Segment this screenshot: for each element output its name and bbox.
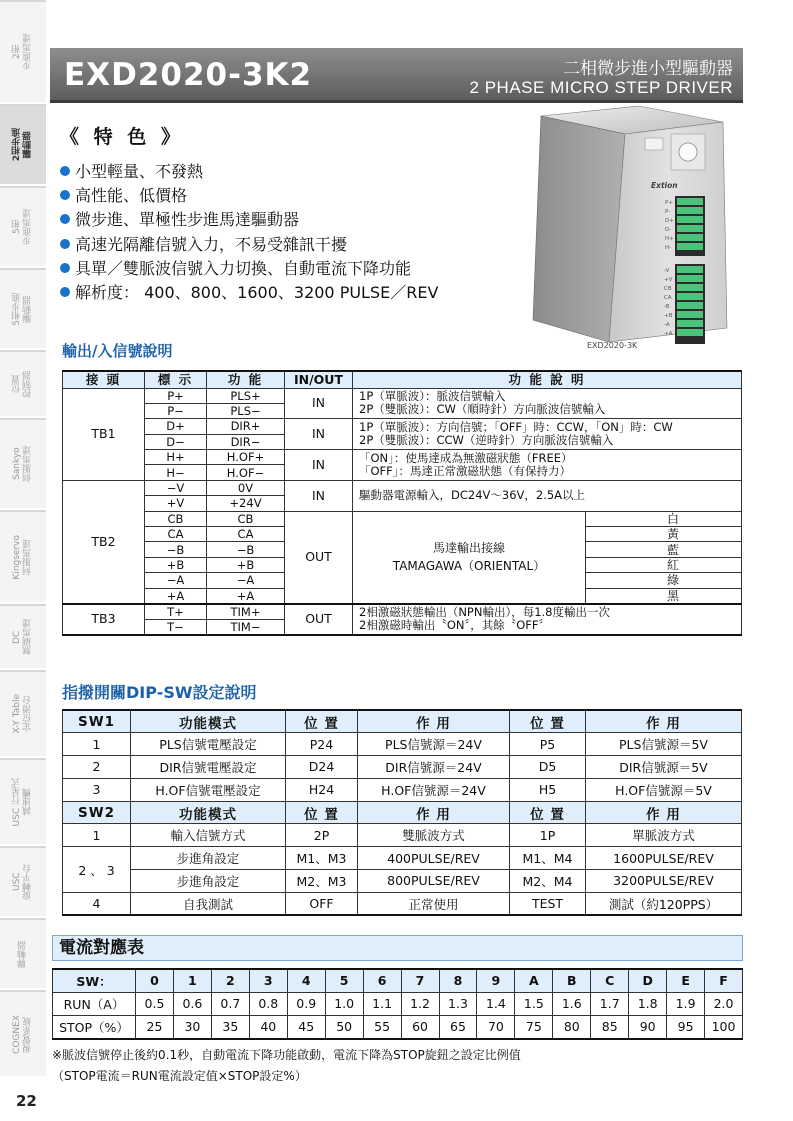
table-cell: H.OF信號源＝5V [586, 778, 742, 801]
table-cell: M1、M3 [286, 847, 358, 870]
table-cell: OFF [286, 892, 358, 915]
terminal-label: CB [664, 286, 672, 292]
side-tab-2phase-motor[interactable] [0, 0, 46, 102]
side-tab-position-controller[interactable] [0, 350, 46, 416]
side-tab-label: Kingservo 伺服馬達 [12, 534, 33, 580]
stop-row [53, 1016, 743, 1039]
bullet-icon [60, 287, 70, 297]
table-row [63, 511, 742, 526]
table-cell: PLS信號源＝24V [358, 733, 510, 756]
side-tab-label: 位置 控制器 [12, 370, 33, 398]
table-row [63, 824, 742, 847]
sw-row [53, 969, 743, 992]
inout-cell: IN [285, 388, 353, 419]
row-label: RUN（A） [53, 992, 136, 1015]
stop-value-cell: 50 [325, 1016, 363, 1039]
function-cell: TIM− [207, 619, 285, 635]
terminal-label: P- [665, 209, 671, 215]
table-cell: 2P [286, 824, 358, 847]
feature-item [60, 184, 438, 208]
terminal-label: -A [664, 322, 670, 328]
sw-value-cell: A [515, 969, 553, 992]
table-cell: 4 [63, 892, 131, 915]
side-tab-cognex-vision[interactable] [0, 990, 46, 1076]
run-value-cell: 1.0 [325, 992, 363, 1015]
table-cell: M1、M4 [510, 847, 586, 870]
table-cell: DIR信號電壓設定 [131, 756, 286, 779]
function-cell: H.OF− [207, 465, 285, 480]
sw-value-cell: 0 [136, 969, 174, 992]
sw-value-cell: 1 [173, 969, 211, 992]
col-header-function: 功 能 [207, 371, 285, 388]
table-cell: 雙脈波方式 [358, 824, 510, 847]
table-row [63, 870, 742, 893]
mark-cell: P+ [145, 388, 207, 403]
table-header-row [63, 801, 742, 824]
table-cell: 1 [63, 733, 131, 756]
stop-value-cell: 55 [363, 1016, 401, 1039]
mark-cell: −A [145, 573, 207, 588]
mark-cell: −V [145, 480, 207, 495]
header-cell: SW2 [63, 801, 131, 824]
table-row [63, 480, 742, 495]
subtitle-english: 2 PHASE MICRO STEP DRIVER [469, 78, 733, 97]
feature-item [60, 233, 438, 257]
wire-color-cell: 綠 [586, 573, 742, 588]
run-value-cell: 0.6 [173, 992, 211, 1015]
run-value-cell: 1.4 [477, 992, 515, 1015]
table-cell: PLS信號源＝5V [586, 733, 742, 756]
bullet-icon [60, 214, 70, 224]
table-cell: 步進角設定 [131, 847, 286, 870]
table-cell: H5 [510, 778, 586, 801]
sw-value-cell: 7 [401, 969, 439, 992]
run-value-cell: 1.5 [515, 992, 553, 1015]
side-tab-label: 5相 步進馬達 [12, 209, 33, 245]
description-line: 2相激磁時輸出〝ON〞，其餘〝OFF〞 [359, 618, 551, 633]
terminal-label: -V [664, 268, 670, 274]
mark-cell: −B [145, 542, 207, 557]
feature-item [60, 257, 438, 281]
table-cell: M2、M3 [286, 870, 358, 893]
function-cell: DIR+ [207, 419, 285, 434]
bullet-icon [60, 190, 70, 200]
side-tab-label: 2相步進 驅動器 [12, 128, 33, 162]
header-cell: 作 用 [586, 710, 742, 733]
col-header-description: 功 能 說 明 [353, 371, 742, 388]
terminal-label: -B [664, 304, 670, 310]
table-cell: 400PULSE/REV [358, 847, 510, 870]
side-tab-dc-brushless[interactable] [0, 604, 46, 668]
feature-item [60, 281, 438, 305]
function-cell: +A [207, 588, 285, 604]
sw-value-cell: B [553, 969, 591, 992]
terminal-label: +A [664, 331, 673, 337]
function-cell: −A [207, 573, 285, 588]
stop-value-cell: 85 [591, 1016, 629, 1039]
stop-value-cell: 95 [667, 1016, 705, 1039]
terminal-label: D- [665, 227, 672, 233]
current-section-heading: 電流對應表 [52, 935, 743, 961]
bullet-icon [60, 166, 70, 176]
product-model-label: EXD2020-3K [587, 341, 638, 349]
stop-value-cell: 45 [287, 1016, 325, 1039]
mark-cell: CA [145, 527, 207, 542]
table-cell: 2 [63, 756, 131, 779]
table-cell: PLS信號電壓設定 [131, 733, 286, 756]
side-tab-label: USC 行星式 減速機 [12, 777, 33, 827]
col-header-connector: 接 頭 [63, 371, 145, 388]
feature-text: 解析度： 400、800、1600、3200 PULSE／REV [75, 282, 439, 302]
table-header-row [63, 371, 742, 388]
table-row [63, 733, 742, 756]
description-cell [353, 450, 742, 481]
description-cell [353, 388, 742, 419]
terminal-label: CA [664, 295, 672, 301]
header-cell: 作 用 [358, 801, 510, 824]
row-label: STOP（%） [53, 1016, 136, 1039]
table-cell: 3 [63, 778, 131, 801]
table-cell: DIR信號源＝5V [586, 756, 742, 779]
function-cell: PLS− [207, 403, 285, 418]
description-line: 1P（單脈波）：方向信號；「OFF」時：CCW，「ON」時：CW [359, 420, 673, 435]
description-line: 馬達輸出接線 [432, 541, 505, 556]
side-tab-usc-rotary[interactable] [0, 846, 46, 916]
description-line: TAMAGAWA（ORIENTAL） [392, 559, 546, 574]
bullet-icon [60, 239, 70, 249]
description-cell: 驅動器電源輸入，DC24V～36V，2.5A以上 [353, 480, 742, 511]
description-line: 2P（雙脈波）：CW（順時針）方向脈波信號輸入 [359, 402, 606, 417]
description-line: 「ON」：使馬達成為無激磁狀態（FREE） [359, 450, 573, 465]
description-cell [353, 419, 742, 450]
sw-value-cell: 8 [439, 969, 477, 992]
side-tab-usc-reducer[interactable] [0, 758, 46, 844]
function-cell: H.OF+ [207, 450, 285, 465]
table-cell: H.OF信號源＝24V [358, 778, 510, 801]
mark-cell: T− [145, 619, 207, 635]
table-cell: 自我測試 [131, 892, 286, 915]
description-line: 2P（雙脈波）：CCW（逆時針）方向脈波信號輸入 [359, 433, 614, 448]
side-tab-label: 2相 步進馬達 [12, 34, 33, 70]
header-cell: 位 置 [510, 710, 586, 733]
function-cell: PLS+ [207, 388, 285, 403]
feature-text: 高速光隔離信號入力，不易受雜訊干擾 [75, 234, 348, 254]
description-line: 2相激磁狀態輸出（NPN輸出），每1.8度輸出一次 [359, 605, 610, 620]
mark-cell: P− [145, 403, 207, 418]
table-cell: 1600PULSE/REV [586, 847, 742, 870]
terminal-label: H+ [665, 236, 674, 242]
feature-item [60, 208, 438, 232]
side-tab-5phase-driver[interactable] [0, 268, 46, 348]
sw-value-cell: C [591, 969, 629, 992]
motor-wiring-cell [353, 511, 586, 603]
connector-tb2: TB2 [63, 480, 145, 603]
row-label: SW： [53, 969, 136, 992]
run-value-cell: 2.0 [705, 992, 743, 1015]
terminal-label: +B [664, 313, 673, 319]
stop-value-cell: 65 [439, 1016, 477, 1039]
mark-cell: +A [145, 588, 207, 604]
stop-value-cell: 75 [515, 1016, 553, 1039]
col-header-inout: IN/OUT [285, 371, 353, 388]
product-header [50, 48, 743, 103]
sw-value-cell: 4 [287, 969, 325, 992]
stop-value-cell: 80 [553, 1016, 591, 1039]
side-tab-5phase-motor[interactable] [0, 186, 46, 266]
function-cell: +B [207, 557, 285, 572]
feature-text: 具單／雙脈波信號入力切換、自動電流下降功能 [75, 258, 412, 278]
table-cell: 2 、 3 [63, 847, 131, 893]
run-value-cell: 1.1 [363, 992, 401, 1015]
stop-value-cell: 40 [249, 1016, 287, 1039]
table-cell: H24 [286, 778, 358, 801]
header-cell: 作 用 [358, 710, 510, 733]
mark-cell: +V [145, 496, 207, 511]
header-cell: 功能模式 [131, 710, 286, 733]
inout-cell: OUT [285, 604, 353, 635]
header-cell: 位 置 [510, 801, 586, 824]
table-cell: 1P [510, 824, 586, 847]
side-tab-label: Sankyo 伺服馬達 [12, 446, 33, 482]
table-cell: D5 [510, 756, 586, 779]
wire-color-cell: 紅 [586, 557, 742, 572]
connector-tb1: TB1 [63, 388, 145, 480]
run-value-cell: 1.9 [667, 992, 705, 1015]
current-table [52, 968, 743, 1040]
mark-cell: CB [145, 511, 207, 526]
table-cell: P24 [286, 733, 358, 756]
table-row [63, 419, 742, 434]
terminal-label: P+ [665, 200, 673, 206]
function-cell: CB [207, 511, 285, 526]
sw-value-cell: 5 [325, 969, 363, 992]
feature-text: 微步進、單極性步進馬達驅動器 [75, 210, 300, 230]
features-list [60, 160, 438, 305]
inout-cell: IN [285, 450, 353, 481]
sw-value-cell: 2 [211, 969, 249, 992]
function-cell: 0V [207, 480, 285, 495]
table-cell: 單脈波方式 [586, 824, 742, 847]
description-cell [353, 604, 742, 635]
side-tab-2phase-driver[interactable] [0, 104, 46, 184]
run-row [53, 992, 743, 1015]
model-title: EXD2020-3K2 [64, 57, 313, 93]
io-signal-table [62, 370, 742, 636]
table-cell: 正常使用 [358, 892, 510, 915]
table-row [63, 847, 742, 870]
run-value-cell: 1.6 [553, 992, 591, 1015]
mark-cell: T+ [145, 604, 207, 620]
sw-value-cell: F [705, 969, 743, 992]
inout-cell: OUT [285, 511, 353, 603]
function-cell: TIM+ [207, 604, 285, 620]
function-cell: CA [207, 527, 285, 542]
sw-value-cell: D [629, 969, 667, 992]
table-cell: P5 [510, 733, 586, 756]
table-row [63, 388, 742, 403]
wire-color-cell: 藍 [586, 542, 742, 557]
side-tab-label: USC 旋轉平台 [12, 864, 33, 900]
stop-value-cell: 90 [629, 1016, 667, 1039]
driver-product-image [527, 104, 745, 349]
run-value-cell: 1.7 [591, 992, 629, 1015]
mark-cell: H+ [145, 450, 207, 465]
footnote: ※脈波信號停止後約0.1秒，自動電流下降功能啟動，電流下降為STOP旋鈕之設定比例值 [52, 1048, 521, 1062]
inout-cell: IN [285, 480, 353, 511]
side-tab-label: 5相步進 驅動器 [12, 292, 33, 326]
table-row [63, 450, 742, 465]
mark-cell: D− [145, 434, 207, 449]
table-cell: 1 [63, 824, 131, 847]
table-cell: 800PULSE/REV [358, 870, 510, 893]
mark-cell: +B [145, 557, 207, 572]
header-cell: SW1 [63, 710, 131, 733]
run-value-cell: 1.8 [629, 992, 667, 1015]
sw-value-cell: 6 [363, 969, 401, 992]
sw-value-cell: 9 [477, 969, 515, 992]
side-tab-xy-table[interactable] [0, 670, 46, 756]
side-tab-sankyo-servo[interactable] [0, 418, 46, 508]
feature-text: 高性能、低價格 [75, 186, 188, 206]
mark-cell: H− [145, 465, 207, 480]
header-cell: 作 用 [586, 801, 742, 824]
stop-value-cell: 100 [705, 1016, 743, 1039]
run-value-cell: 0.8 [249, 992, 287, 1015]
function-cell: DIR− [207, 434, 285, 449]
side-tab-coupling[interactable] [0, 918, 46, 988]
run-value-cell: 0.5 [136, 992, 174, 1015]
table-row [63, 778, 742, 801]
table-cell: 輸入信號方式 [131, 824, 286, 847]
table-header-row [63, 710, 742, 733]
table-cell: DIR信號源＝24V [358, 756, 510, 779]
sw-value-cell: E [667, 969, 705, 992]
side-tab-label: DC 無刷馬達 [12, 619, 33, 655]
header-cell: 位 置 [286, 801, 358, 824]
side-tab-label: X-Y Table 定位滑台 [12, 694, 33, 734]
dip-section-heading: 指撥開關DIP-SW設定說明 [62, 683, 257, 702]
stop-value-cell: 30 [173, 1016, 211, 1039]
function-cell: −B [207, 542, 285, 557]
table-cell: TEST [510, 892, 586, 915]
wire-color-cell: 白 [586, 511, 742, 526]
inout-cell: IN [285, 419, 353, 450]
function-cell: +24V [207, 496, 285, 511]
table-cell: M2、M4 [510, 870, 586, 893]
stop-value-cell: 60 [401, 1016, 439, 1039]
table-cell: 步進角設定 [131, 870, 286, 893]
product-brand-text: Extion [651, 181, 678, 190]
description-line: 1P（單脈波）：脈波信號輸入 [359, 389, 506, 404]
table-cell: H.OF信號電壓設定 [131, 778, 286, 801]
page-number: 22 [16, 1092, 37, 1110]
terminal-label: D+ [665, 218, 674, 224]
stop-value-cell: 35 [211, 1016, 249, 1039]
run-value-cell: 0.7 [211, 992, 249, 1015]
terminal-label: +V [664, 277, 673, 283]
side-navigation [0, 0, 48, 1121]
signal-section-heading: 輸出/入信號說明 [62, 342, 173, 360]
subtitle-chinese: 二相微步進小型驅動器 [563, 59, 733, 79]
col-header-mark: 標 示 [145, 371, 207, 388]
dip-switch-table [62, 709, 742, 916]
stop-value-cell: 25 [136, 1016, 174, 1039]
table-cell: D24 [286, 756, 358, 779]
connector-tb3: TB3 [63, 604, 145, 635]
header-cell: 位 置 [286, 710, 358, 733]
table-row [63, 892, 742, 915]
feature-text: 小型輕量、不發熱 [75, 162, 204, 181]
header-cell: 功能模式 [131, 801, 286, 824]
run-value-cell: 0.9 [287, 992, 325, 1015]
wire-color-cell: 黃 [586, 527, 742, 542]
features-heading: 《 特 色 》 [60, 126, 184, 148]
sw-value-cell: 3 [249, 969, 287, 992]
run-value-cell: 1.2 [401, 992, 439, 1015]
table-row [63, 756, 742, 779]
stop-value-cell: 70 [477, 1016, 515, 1039]
table-row [63, 604, 742, 620]
description-line: 「OFF」：馬達正常激磁狀態（有保持力） [359, 463, 572, 478]
side-tab-label: COGNEX 視覺系統 [12, 1014, 33, 1054]
run-value-cell: 1.3 [439, 992, 477, 1015]
footnote-formula: （STOP電流＝RUN電流設定值×STOP設定%） [52, 1069, 307, 1083]
mark-cell: D+ [145, 419, 207, 434]
table-cell: 測試（約120PPS） [586, 892, 742, 915]
bullet-icon [60, 263, 70, 273]
wire-color-cell: 黑 [586, 588, 742, 604]
side-tab-label: 聯軸器 [17, 940, 28, 968]
feature-item [60, 160, 438, 184]
side-tab-kingservo-servo[interactable] [0, 510, 46, 602]
terminal-label: H- [665, 245, 672, 251]
table-cell: 3200PULSE/REV [586, 870, 742, 893]
